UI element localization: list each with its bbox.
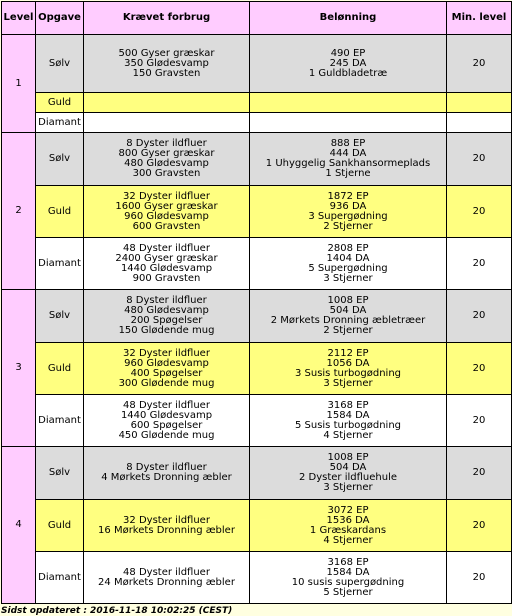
reward-item: 5 Susis turbogødning [294,419,402,431]
reward-cell [250,290,447,343]
reward-cell [250,186,447,238]
table-row [2,186,512,238]
required-cell [84,395,250,447]
required-cell [84,552,250,604]
reward-item: 3 Stjerner [323,377,373,389]
required-cell [84,238,250,290]
required-item: 150 Gravsten [132,67,201,79]
required-item: 960 Glødesvamp [124,357,209,369]
task-cell: Diamant [36,395,84,447]
reward-item: 4 Stjerner [323,534,373,546]
required-item: 300 Glødende mug [118,377,215,389]
min-level-cell: 20 [447,186,512,238]
required-item: 48 Dyster ildfluer [123,566,210,578]
task-cell: Sølv [36,447,84,500]
required-item: 8 Dyster ildfluer [126,462,207,473]
reward-item: 3168 EP [327,556,369,568]
reward-cell [250,113,447,133]
table-row [2,133,512,186]
min-level-cell: 20 [447,552,512,604]
quest-table-body [2,35,512,604]
table-row [2,395,512,447]
task-cell: Guld [36,186,84,238]
reward-item: 1 Uhyggelig Sankhansormeplads [265,158,431,169]
reward-item: 3 Supergødning [308,210,388,222]
reward-item: 490 EP [330,47,366,59]
task-cell: Guld [36,500,84,552]
reward-item: 3168 EP [327,399,369,411]
reward-item: 1056 DA [326,357,370,369]
header-min-level: Min. level [447,2,512,35]
reward-item: 3 Stjerner [323,482,373,493]
reward-item: 504 DA [329,305,367,316]
reward-item: 444 DA [329,148,367,159]
required-item: 8 Dyster ildfluer [126,138,207,149]
task-cell: Sølv [36,35,84,93]
reward-item: 936 DA [329,200,367,212]
required-item: 900 Gravsten [132,272,201,284]
table-row [2,552,512,604]
required-item: 32 Dyster ildfluer [123,190,210,202]
reward-item: 1584 DA [326,409,370,421]
reward-cell [250,552,447,604]
min-level-cell: 20 [447,500,512,552]
required-cell [84,343,250,395]
required-item: 960 Glødesvamp [124,210,209,222]
reward-item: 2112 EP [327,347,369,359]
task-cell: Diamant [36,113,84,133]
required-cell [84,93,250,113]
required-item: 16 Mørkets Dronning æbler [98,524,235,536]
required-item: 600 Spøgelser [130,419,203,431]
required-item: 32 Dyster ildfluer [123,514,210,526]
header-required: Krævet forbrug [84,2,250,35]
header-reward: Belønning [250,2,447,35]
reward-cell [250,35,447,93]
reward-cell [250,447,447,500]
min-level-cell: 20 [447,290,512,343]
reward-item: 1 Guldbladetræ [308,67,388,79]
reward-item: 1872 EP [327,190,369,202]
required-item: 4 Mørkets Dronning æbler [101,472,232,483]
table-row [2,447,512,500]
required-cell [84,447,250,500]
required-item: 600 Gravsten [132,220,201,232]
required-item: 480 Glødesvamp [124,158,209,169]
required-item: 300 Gravsten [132,168,201,179]
last-updated-footer: Sidst opdateret : 2016-11-18 10:02:25 (CEST) [1,606,233,616]
header-task: Opgave [36,2,84,35]
required-cell [84,290,250,343]
reward-item: 2 Stjerner [323,220,373,232]
reward-item: 1 Stjerne [325,168,371,179]
min-level-cell: 20 [447,35,512,93]
reward-item: 504 DA [329,462,367,473]
header-level: Level [2,2,36,35]
required-item: 500 Gyser græskar [118,47,215,59]
reward-item: 3 Susis turbogødning [294,367,402,379]
min-level-cell: 20 [447,343,512,395]
level-cell: 1 [2,35,36,133]
required-item: 350 Glødesvamp [124,57,209,69]
reward-item: 10 susis supergødning [291,576,405,588]
reward-item: 245 DA [329,57,367,69]
reward-item: 2808 EP [327,242,369,254]
reward-cell [250,133,447,186]
task-cell: Guld [36,93,84,113]
required-item: 8 Dyster ildfluer [126,295,207,306]
task-cell: Sølv [36,133,84,186]
table-row [2,113,512,133]
reward-item: 1008 EP [327,452,369,463]
table-row [2,238,512,290]
reward-cell [250,238,447,290]
required-item: 1600 Gyser græskar [115,200,218,212]
reward-item: 2 Dyster ildfluehule [298,472,398,483]
required-item: 400 Spøgelser [130,367,203,379]
required-item: 24 Mørkets Dronning æbler [98,576,235,588]
required-cell [84,113,250,133]
reward-cell [250,343,447,395]
required-item: 1440 Glødesvamp [120,262,213,274]
table-row [2,343,512,395]
required-item: 450 Glødende mug [118,429,215,441]
level-cell: 3 [2,290,36,447]
reward-item: 2 Stjerner [323,325,373,336]
required-cell [84,133,250,186]
task-cell: Sølv [36,290,84,343]
reward-item: 1536 DA [326,514,370,526]
reward-cell [250,395,447,447]
table-row [2,35,512,93]
reward-cell [250,93,447,113]
required-cell [84,500,250,552]
required-item: 48 Dyster ildfluer [123,399,210,411]
task-cell: Diamant [36,238,84,290]
required-item: 1440 Glødesvamp [120,409,213,421]
reward-cell [250,500,447,552]
reward-item: 3 Stjerner [323,272,373,284]
min-level-cell: 20 [447,447,512,500]
task-cell: Guld [36,343,84,395]
required-item: 480 Glødesvamp [124,305,209,316]
min-level-cell: 20 [447,395,512,447]
level-cell: 4 [2,447,36,604]
min-level-cell: 20 [447,133,512,186]
reward-item: 1404 DA [326,252,370,264]
reward-item: 1 Græskardans [309,524,387,536]
reward-item: 1584 DA [326,566,370,578]
header-row [2,2,512,35]
required-cell [84,186,250,238]
reward-item: 2 Mørkets Dronning æbletræer [270,315,426,326]
table-row [2,500,512,552]
required-item: 48 Dyster ildfluer [123,242,210,254]
min-level-cell [447,113,512,133]
reward-item: 3072 EP [327,504,369,516]
min-level-cell [447,93,512,113]
task-cell: Diamant [36,552,84,604]
required-item: 32 Dyster ildfluer [123,347,210,359]
reward-item: 888 EP [330,138,366,149]
reward-item: 5 Supergødning [308,262,388,274]
reward-item: 4 Stjerner [323,429,373,441]
required-item: 800 Gyser græskar [118,148,215,159]
table-row [2,290,512,343]
required-item: 150 Glødende mug [118,325,215,336]
reward-item: 1008 EP [327,295,369,306]
table-row [2,93,512,113]
required-item: 2400 Gyser græskar [115,252,218,264]
min-level-cell: 20 [447,238,512,290]
required-item: 200 Spøgelser [130,315,203,326]
quest-table [1,1,512,604]
reward-item: 5 Stjerner [323,586,373,598]
required-cell [84,35,250,93]
level-cell: 2 [2,133,36,290]
